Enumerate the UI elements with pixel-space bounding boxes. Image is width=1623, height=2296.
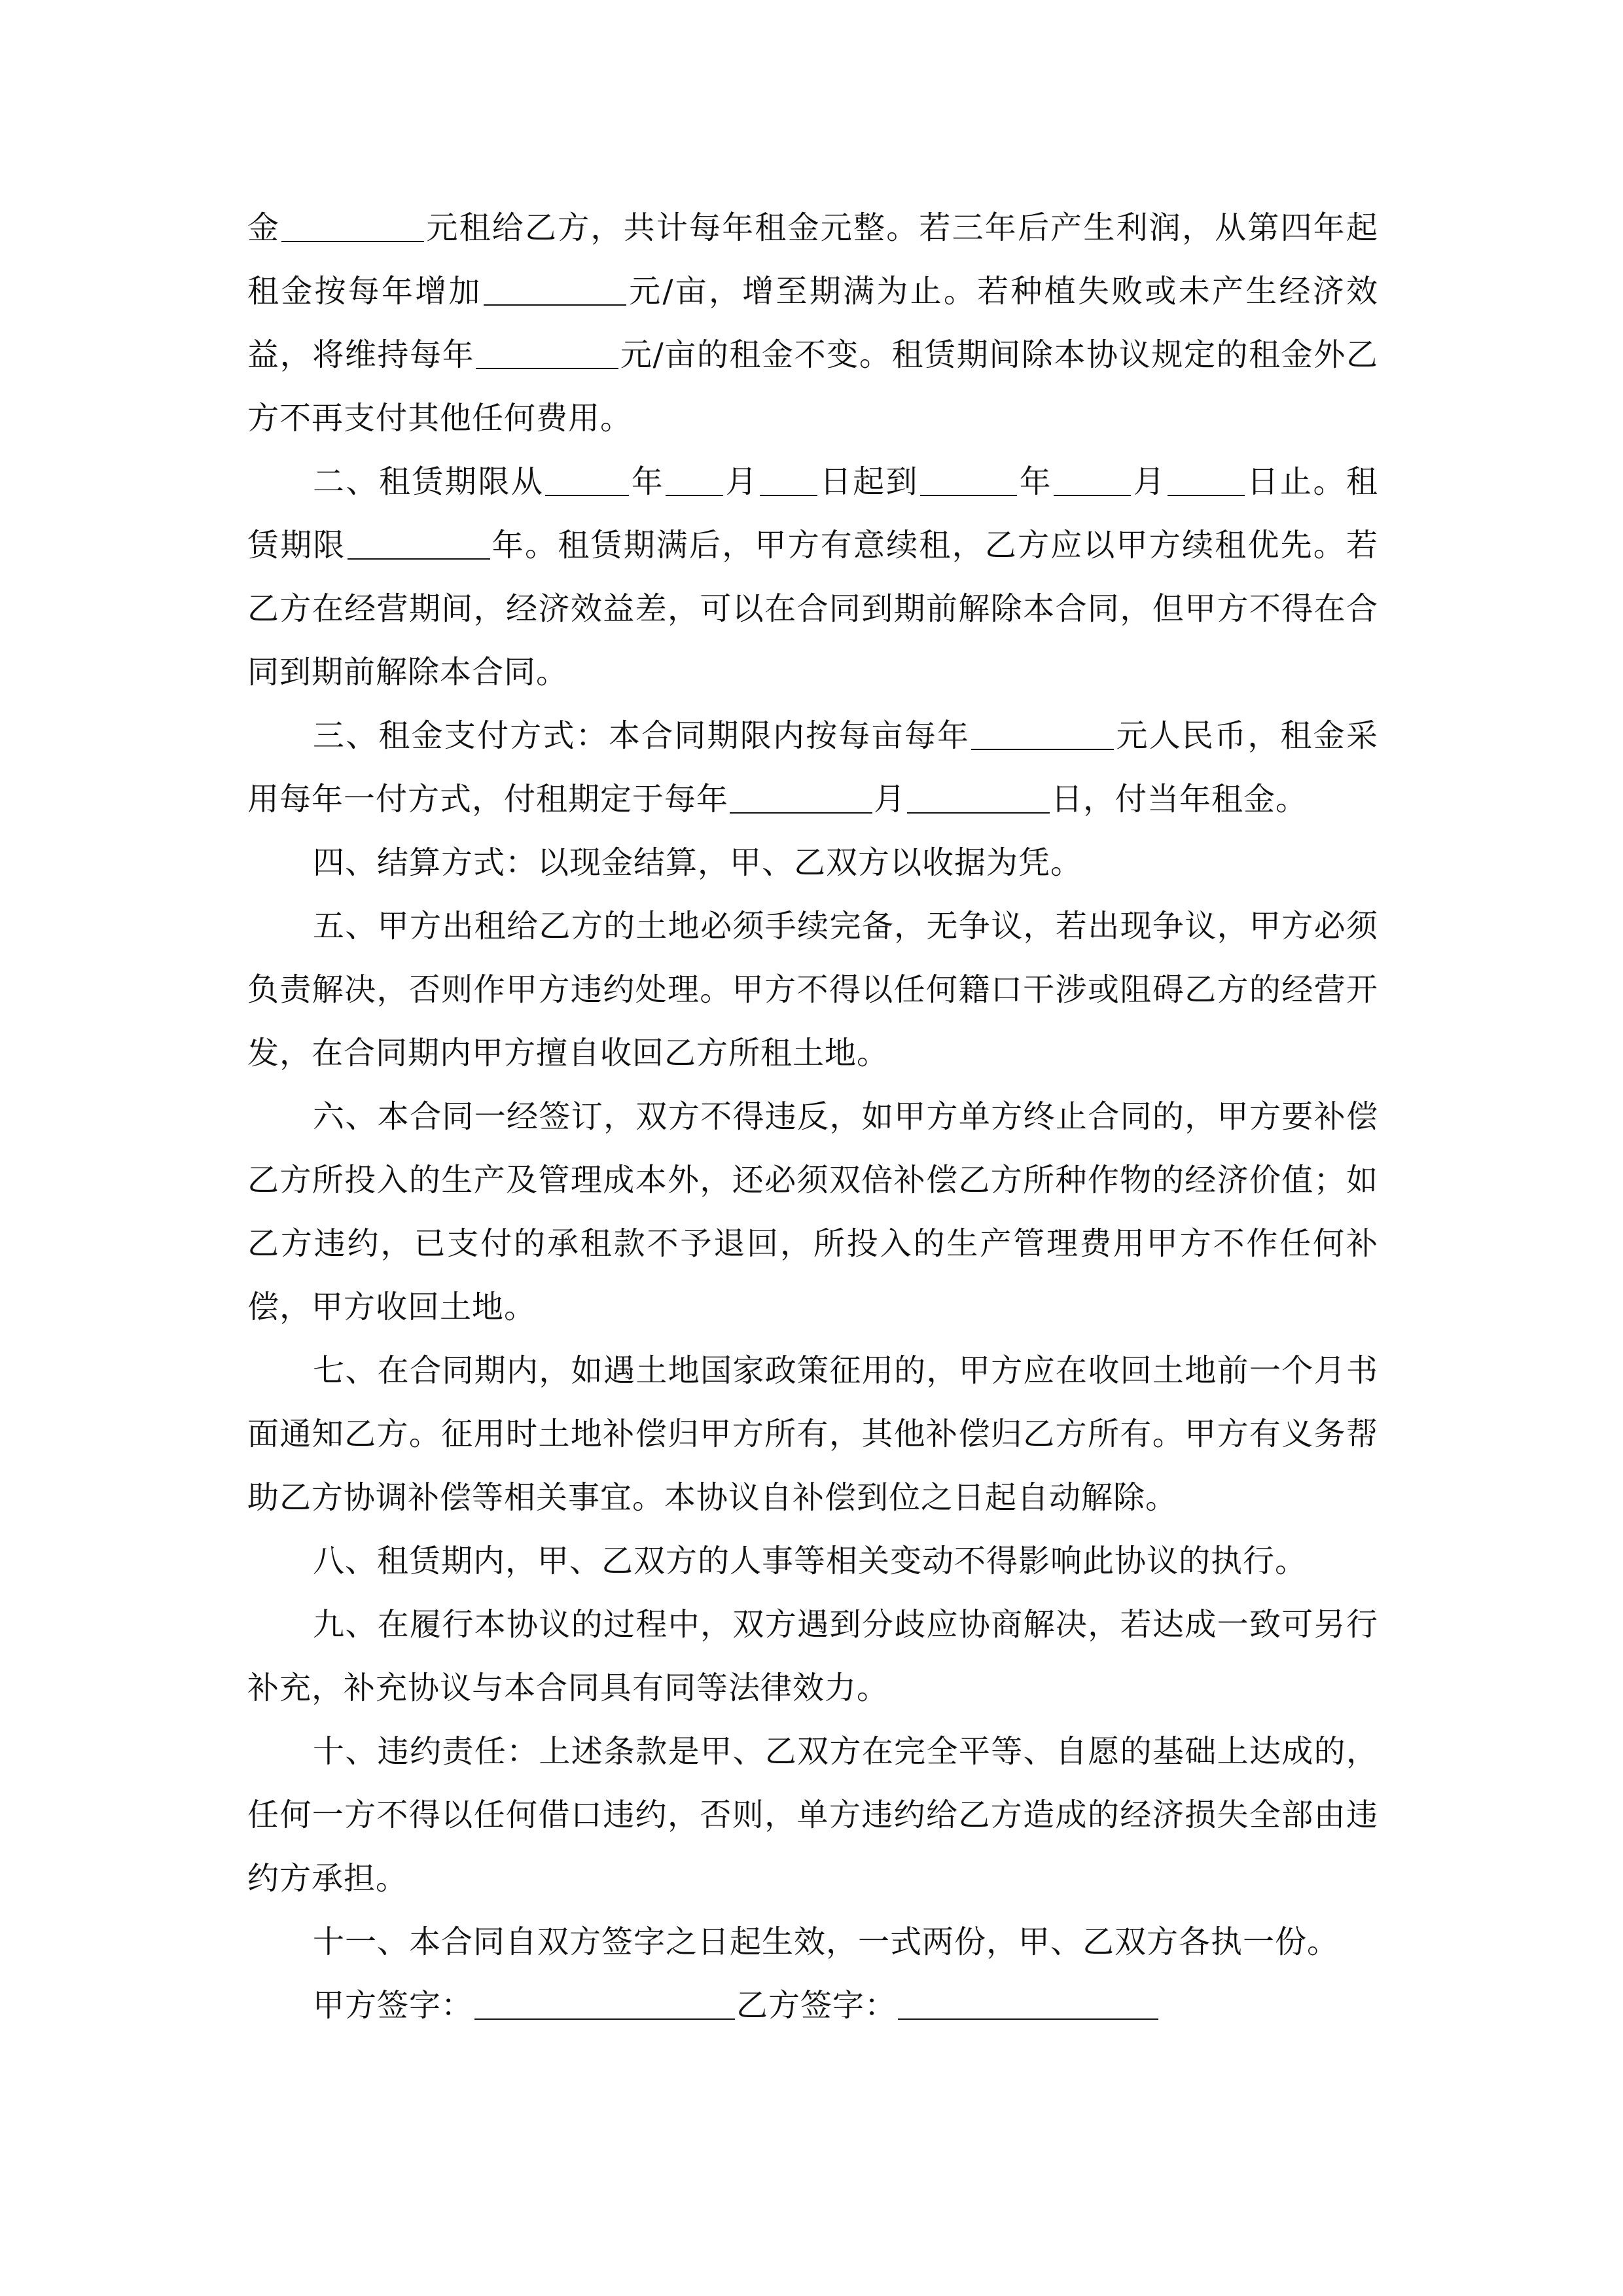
blank-field[interactable] — [666, 466, 723, 496]
paragraph-breach-compensation: 六、本合同一经签订，双方不得违反，如甲方单方终止合同的，甲方要补偿乙方所投入的生产及管理成本外，还必须双倍补偿乙方所种作物的经济价值；如乙方违约，已支付的承租款不予退回，所投入的生产管理费用甲方不作任何补偿，甲方收回土地。 — [247, 1098, 1378, 1325]
paragraph-rent-continuation: 金 元租给乙方，共计每年租金元整。若三年后产生利润，从第四年起租金按每年增加 元/亩，增至期满为止。若种植失败或未产生经济效益，将维持每年 元/亩的租金不变。租赁期间除本协议规定的租金外乙方不再支付其他任何费用。 — [247, 209, 1378, 437]
paragraph-personnel-changes: 八、租赁期内，甲、乙双方的人事等相关变动不得影响此协议的执行。 — [313, 1543, 1308, 1579]
paragraph-lease-term: 二、租赁期限从 年 月 日起到 年 月 日止。租赁期限 年。租赁期满后，甲方有意续租，乙方应以甲方续租优先。若乙方在经营期间，经济效益差，可以在合同到期前解除本合同，但甲方不得在合同到期前解除本合同。 — [247, 463, 1378, 691]
paragraph-land-procedures: 五、甲方出租给乙方的土地必须手续完备，无争议，若出现争议，甲方必须负责解决，否则作甲方违约处理。甲方不得以任何籍口干涉或阻碍乙方的经营开发，在合同期内甲方擅自收回乙方所租土地。 — [247, 908, 1378, 1071]
signature-line — [247, 1974, 1378, 2037]
blank-field[interactable] — [730, 783, 872, 814]
paragraph-settlement: 四、结算方式：以现金结算，甲、乙双方以收据为凭。 — [313, 844, 1083, 881]
blank-field[interactable] — [484, 276, 626, 306]
party-a-signature-field[interactable] — [474, 1990, 735, 2020]
party-b-signature-label: 乙方签字： — [736, 1987, 897, 2024]
blank-field[interactable] — [1168, 466, 1245, 496]
paragraph-effective: 十一、本合同自双方签字之日起生效，一式两份，甲、乙双方各执一份。 — [313, 1924, 1340, 1960]
blank-field[interactable] — [545, 466, 629, 496]
blank-field[interactable] — [760, 466, 817, 496]
blank-field[interactable] — [281, 212, 424, 242]
blank-field[interactable] — [476, 339, 618, 369]
party-a-signature-label: 甲方签字： — [313, 1987, 474, 2024]
blank-field[interactable] — [971, 720, 1114, 750]
blank-field[interactable] — [348, 529, 490, 560]
paragraph-disputes: 九、在履行本协议的过程中，双方遇到分歧应协商解决，若达成一致可另行补充，补充协议与本合同具有同等法律效力。 — [247, 1606, 1378, 1706]
contract-body — [247, 196, 1378, 2037]
party-b-signature-field[interactable] — [898, 1990, 1158, 2020]
paragraph-liability: 十、违约责任：上述条款是甲、乙双方在完全平等、自愿的基础上达成的，任何一方不得以任何借口违约，否则，单方违约给乙方造成的经济损失全部由违约方承担。 — [247, 1733, 1378, 1897]
blank-field[interactable] — [907, 783, 1050, 814]
paragraph-payment-method: 三、租金支付方式：本合同期限内按每亩每年 元人民币，租金采用每年一付方式，付租期定于每年 月 日，付当年租金。 — [247, 717, 1378, 817]
paragraph-expropriation: 七、在合同期内，如遇土地国家政策征用的，甲方应在收回土地前一个月书面通知乙方。征用时土地补偿归甲方所有，其他补偿归乙方所有。甲方有义务帮助乙方协调补偿等相关事宜。本协议自补偿到位之日起自动解除。 — [247, 1352, 1378, 1516]
blank-field[interactable] — [920, 466, 1017, 496]
blank-field[interactable] — [1054, 466, 1131, 496]
